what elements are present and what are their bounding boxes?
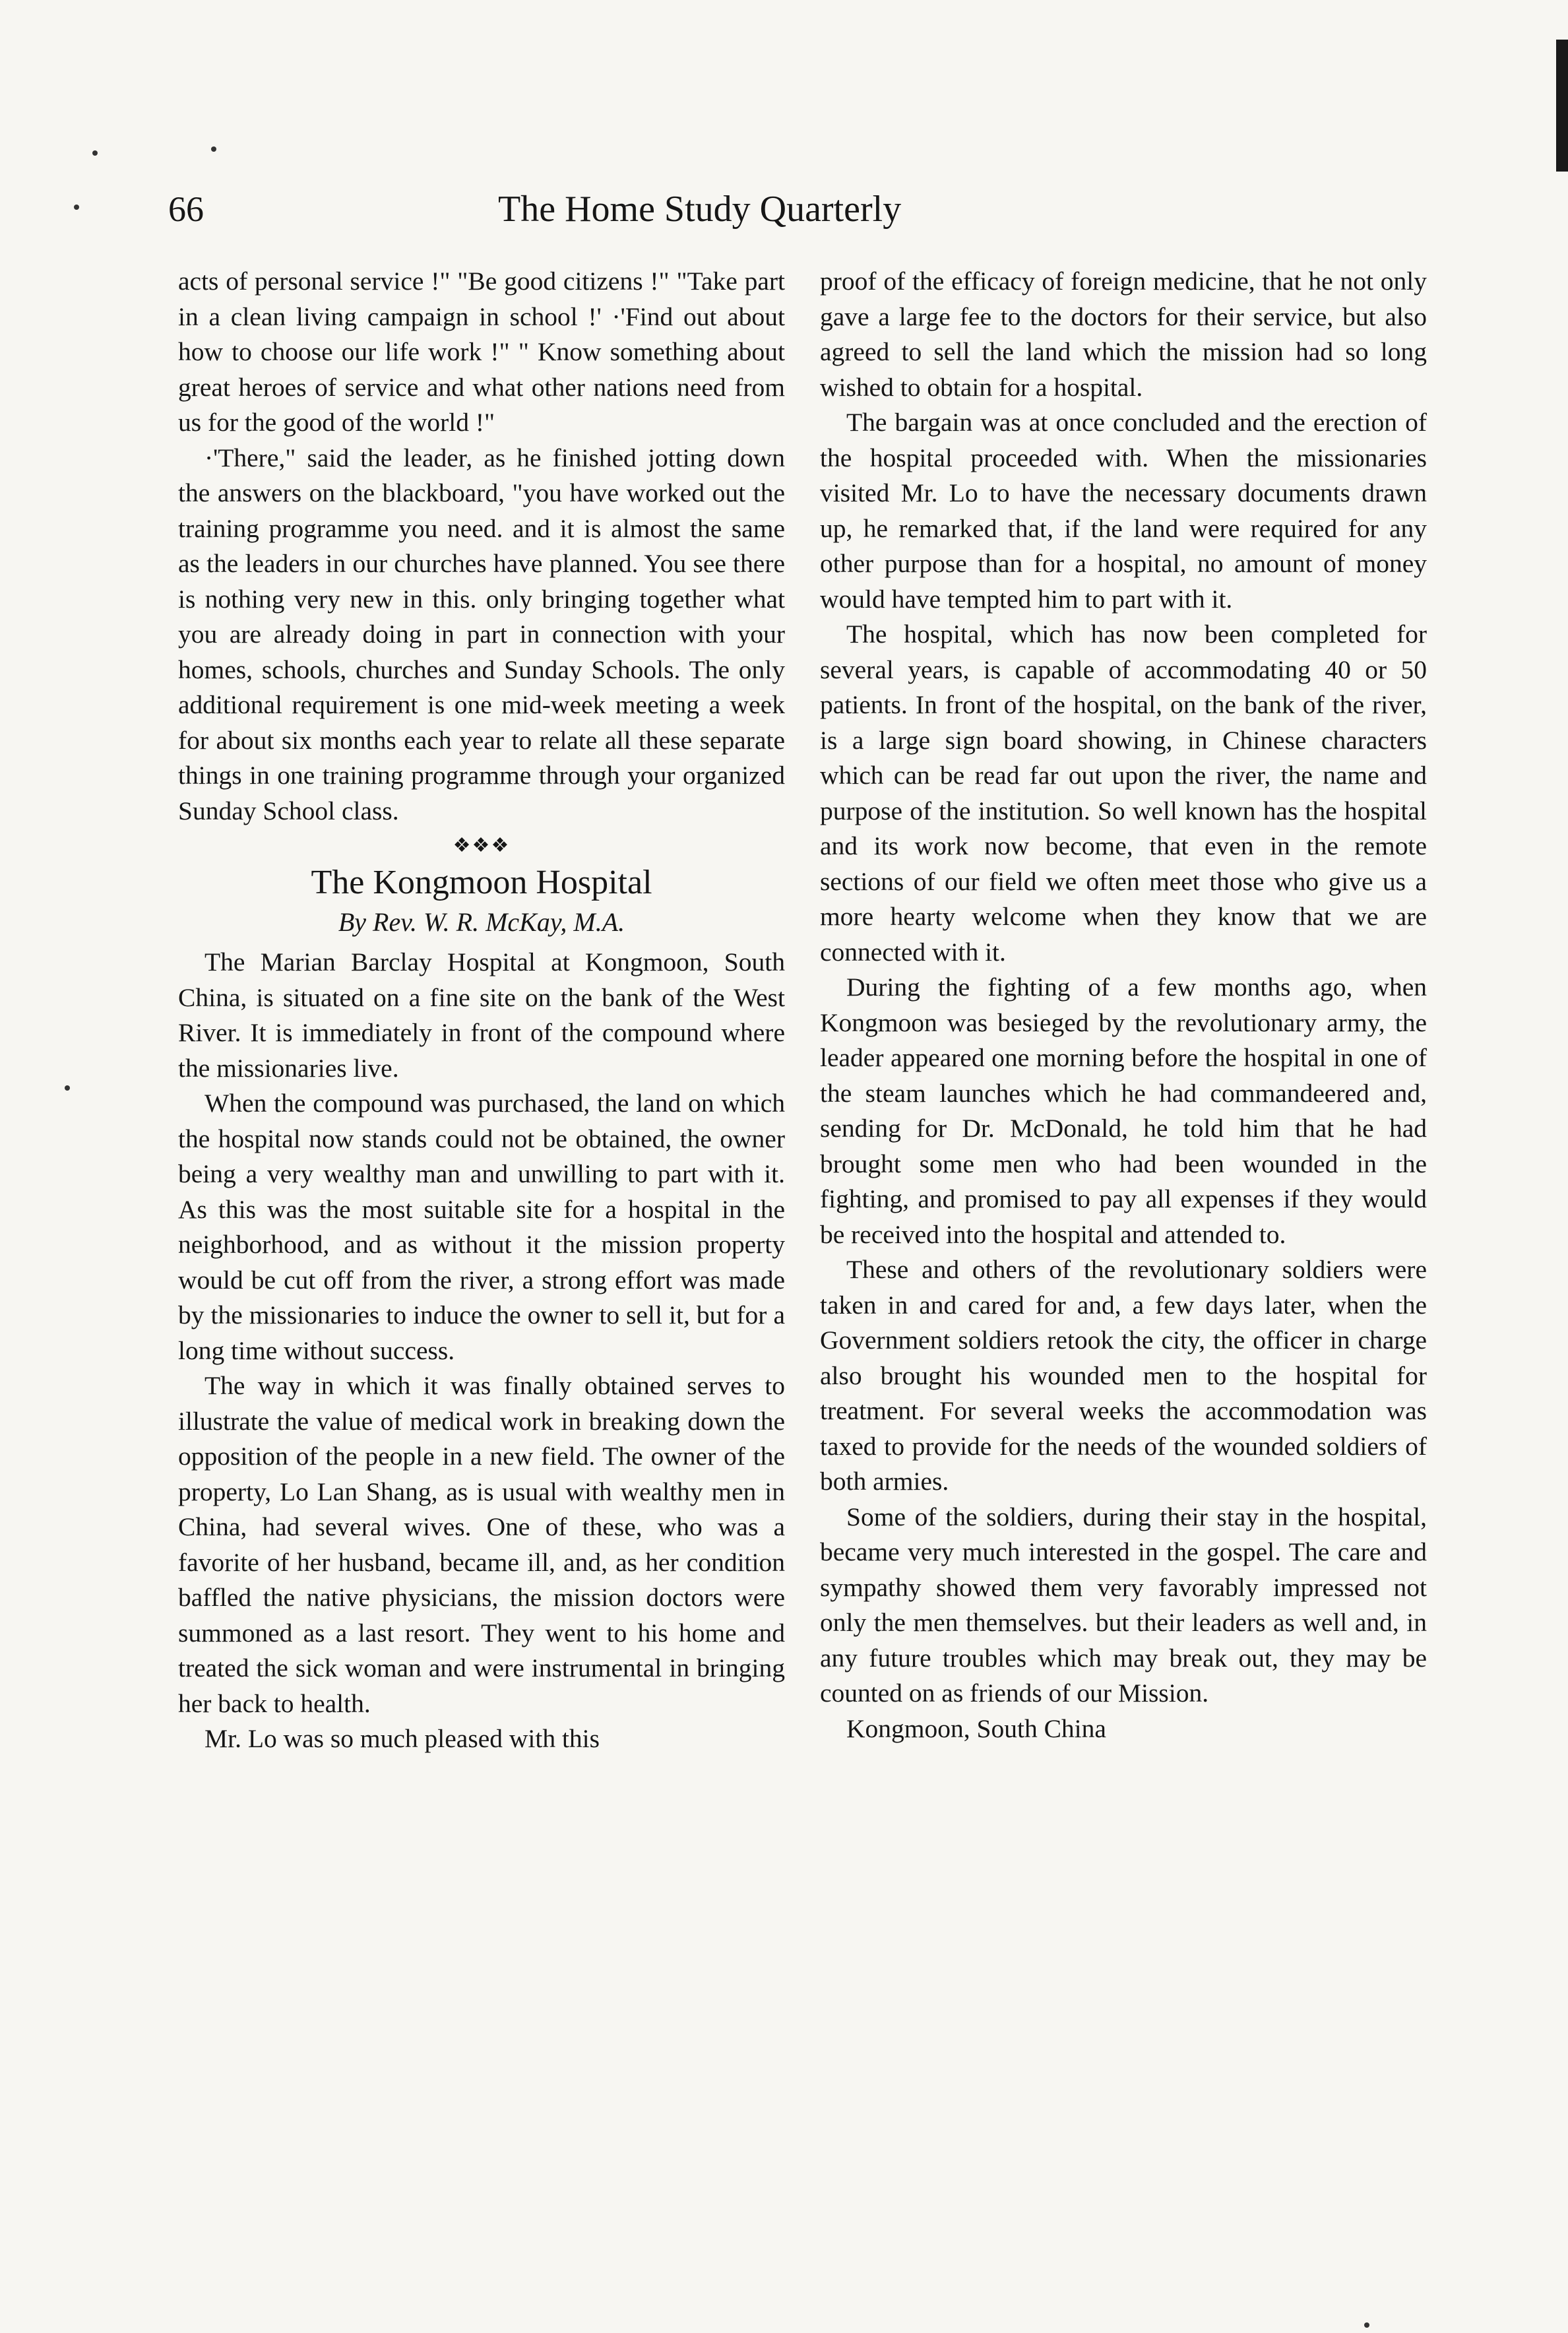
scan-edge-mark [1556, 40, 1568, 172]
paragraph: Mr. Lo was so much pleased with this [204, 1724, 600, 1753]
scan-speck [65, 1085, 70, 1091]
paragraph: During the fighting of a few months ago, when Kongmoon was besieged by the revolutionary army, the leader appeared one morning before the hospital in one of the steam launches which he had commandeered and, sending for Dr. McDonald, he told him that he had brought some men who had been wounded in the fighting, and promised to pay all expenses if they would be received into the hospital and attended to. [820, 973, 1427, 1249]
paragraph: When the compound was purchased, the land on which the hospital now stands could not be obtained, the owner being a very wealthy man and unwilling to part with it. As this was the most suitable site for a hospital in the neighborhood, and as without it the mission property would be cut off from the river, a strong effort was made by the missionaries to induce the owner to sell it, but for a long time without success. [178, 1089, 785, 1365]
paragraph: acts of personal service !" "Be good citizens !" "Take part in a clean living campaign in school !' ·'Find out about how to choose our life work !" " Know something about great heroes of service and what other nations need from us for the good of the world !" [178, 267, 785, 437]
paragraph: The bargain was at once concluded and the erection of the hospital proceeded with. When the missionaries visited Mr. Lo to have the necessary documents drawn up, he remarked that, if the land were required for any other purpose than for a hospital, no amount of money would have tempted him to part with it. [820, 408, 1427, 614]
paragraph: The hospital, which has now been completed for several years, is capable of accommodating 40 or 50 patients. In front of the hospital, on the bank of the river, is a large sign board showing, in Chinese characters which can be read far out upon the river, the name and purpose of the institution. So well known has the hospital and its work now become, that even in the remote sections of our field we often meet those who give us a more hearty welcome when they know that we are connected with it. [820, 620, 1427, 967]
scan-speck [74, 205, 79, 210]
paragraph: proof of the efficacy of foreign medicine, that he not only gave a large fee to the doctors for their service, but also agreed to sell the land which the mission had so long wished to obtain for a hospital. [820, 267, 1427, 402]
article-signoff: Kongmoon, South China [846, 1713, 1106, 1743]
right-column [820, 264, 1427, 1746]
paragraph: The way in which it was finally obtained serves to illustrate the value of medical work in breaking down the opposition of the people in a new field. The owner of the property, Lo Lan Shang, as is usual with wealthy men in China, had several wives. One of these, who was a favorite of her husband, became ill, and, as her condition baffled the native physicians, the mission doctors were summoned as a last resort. They went to his home and treated the sick woman and were instrumental in bringing her back to health. [178, 1371, 785, 1718]
article-title: The Kongmoon Hospital [311, 864, 652, 901]
paragraph: ·'There," said the leader, as he finished jotting down the answers on the blackboard, "you have worked out the training programme you need. and it is almost the same as the leaders in our churches have planned. You see there is nothing very new in this. only bringing together what you are already doing in part in connection with your homes, schools, churches and Sunday Schools. The only additional requirement is one mid-week meeting a week for about six months each year to relate all these separate things in one training programme through your organized Sunday School class. [178, 443, 785, 825]
article-byline: By Rev. W. R. McKay, M.A. [338, 907, 625, 937]
running-title: The Home Study Quarterly [498, 189, 902, 230]
scan-speck [1364, 2322, 1369, 2328]
paragraph: These and others of the revolutionary soldiers were taken in and cared for and, a few days later, when the Government soldiers retook the city, the officer in charge also brought his wounded men to the hospital for treatment. For several weeks the accommodation was taxed to provide for the needs of the wounded soldiers of both armies. [820, 1255, 1427, 1496]
scan-speck [211, 146, 216, 152]
page-header [168, 179, 1092, 239]
left-column [178, 264, 785, 1757]
scan-speck [92, 150, 98, 156]
section-ornament: ❖❖❖ [453, 835, 511, 856]
paragraph: The Marian Barclay Hospital at Kongmoon, South China, is situated on a fine site on the bank of the West River. It is immediately in front of the compound where the missionaries live. [178, 947, 785, 1083]
page-number: 66 [168, 189, 204, 229]
paragraph: Some of the soldiers, during their stay in the hospital, became very much interested in the gospel. The care and sympathy showed them very favorably impressed not only the men themselves. but their leaders as well and, in any future troubles which may break out, they may be counted on as friends of our Mission. [820, 1502, 1427, 1708]
